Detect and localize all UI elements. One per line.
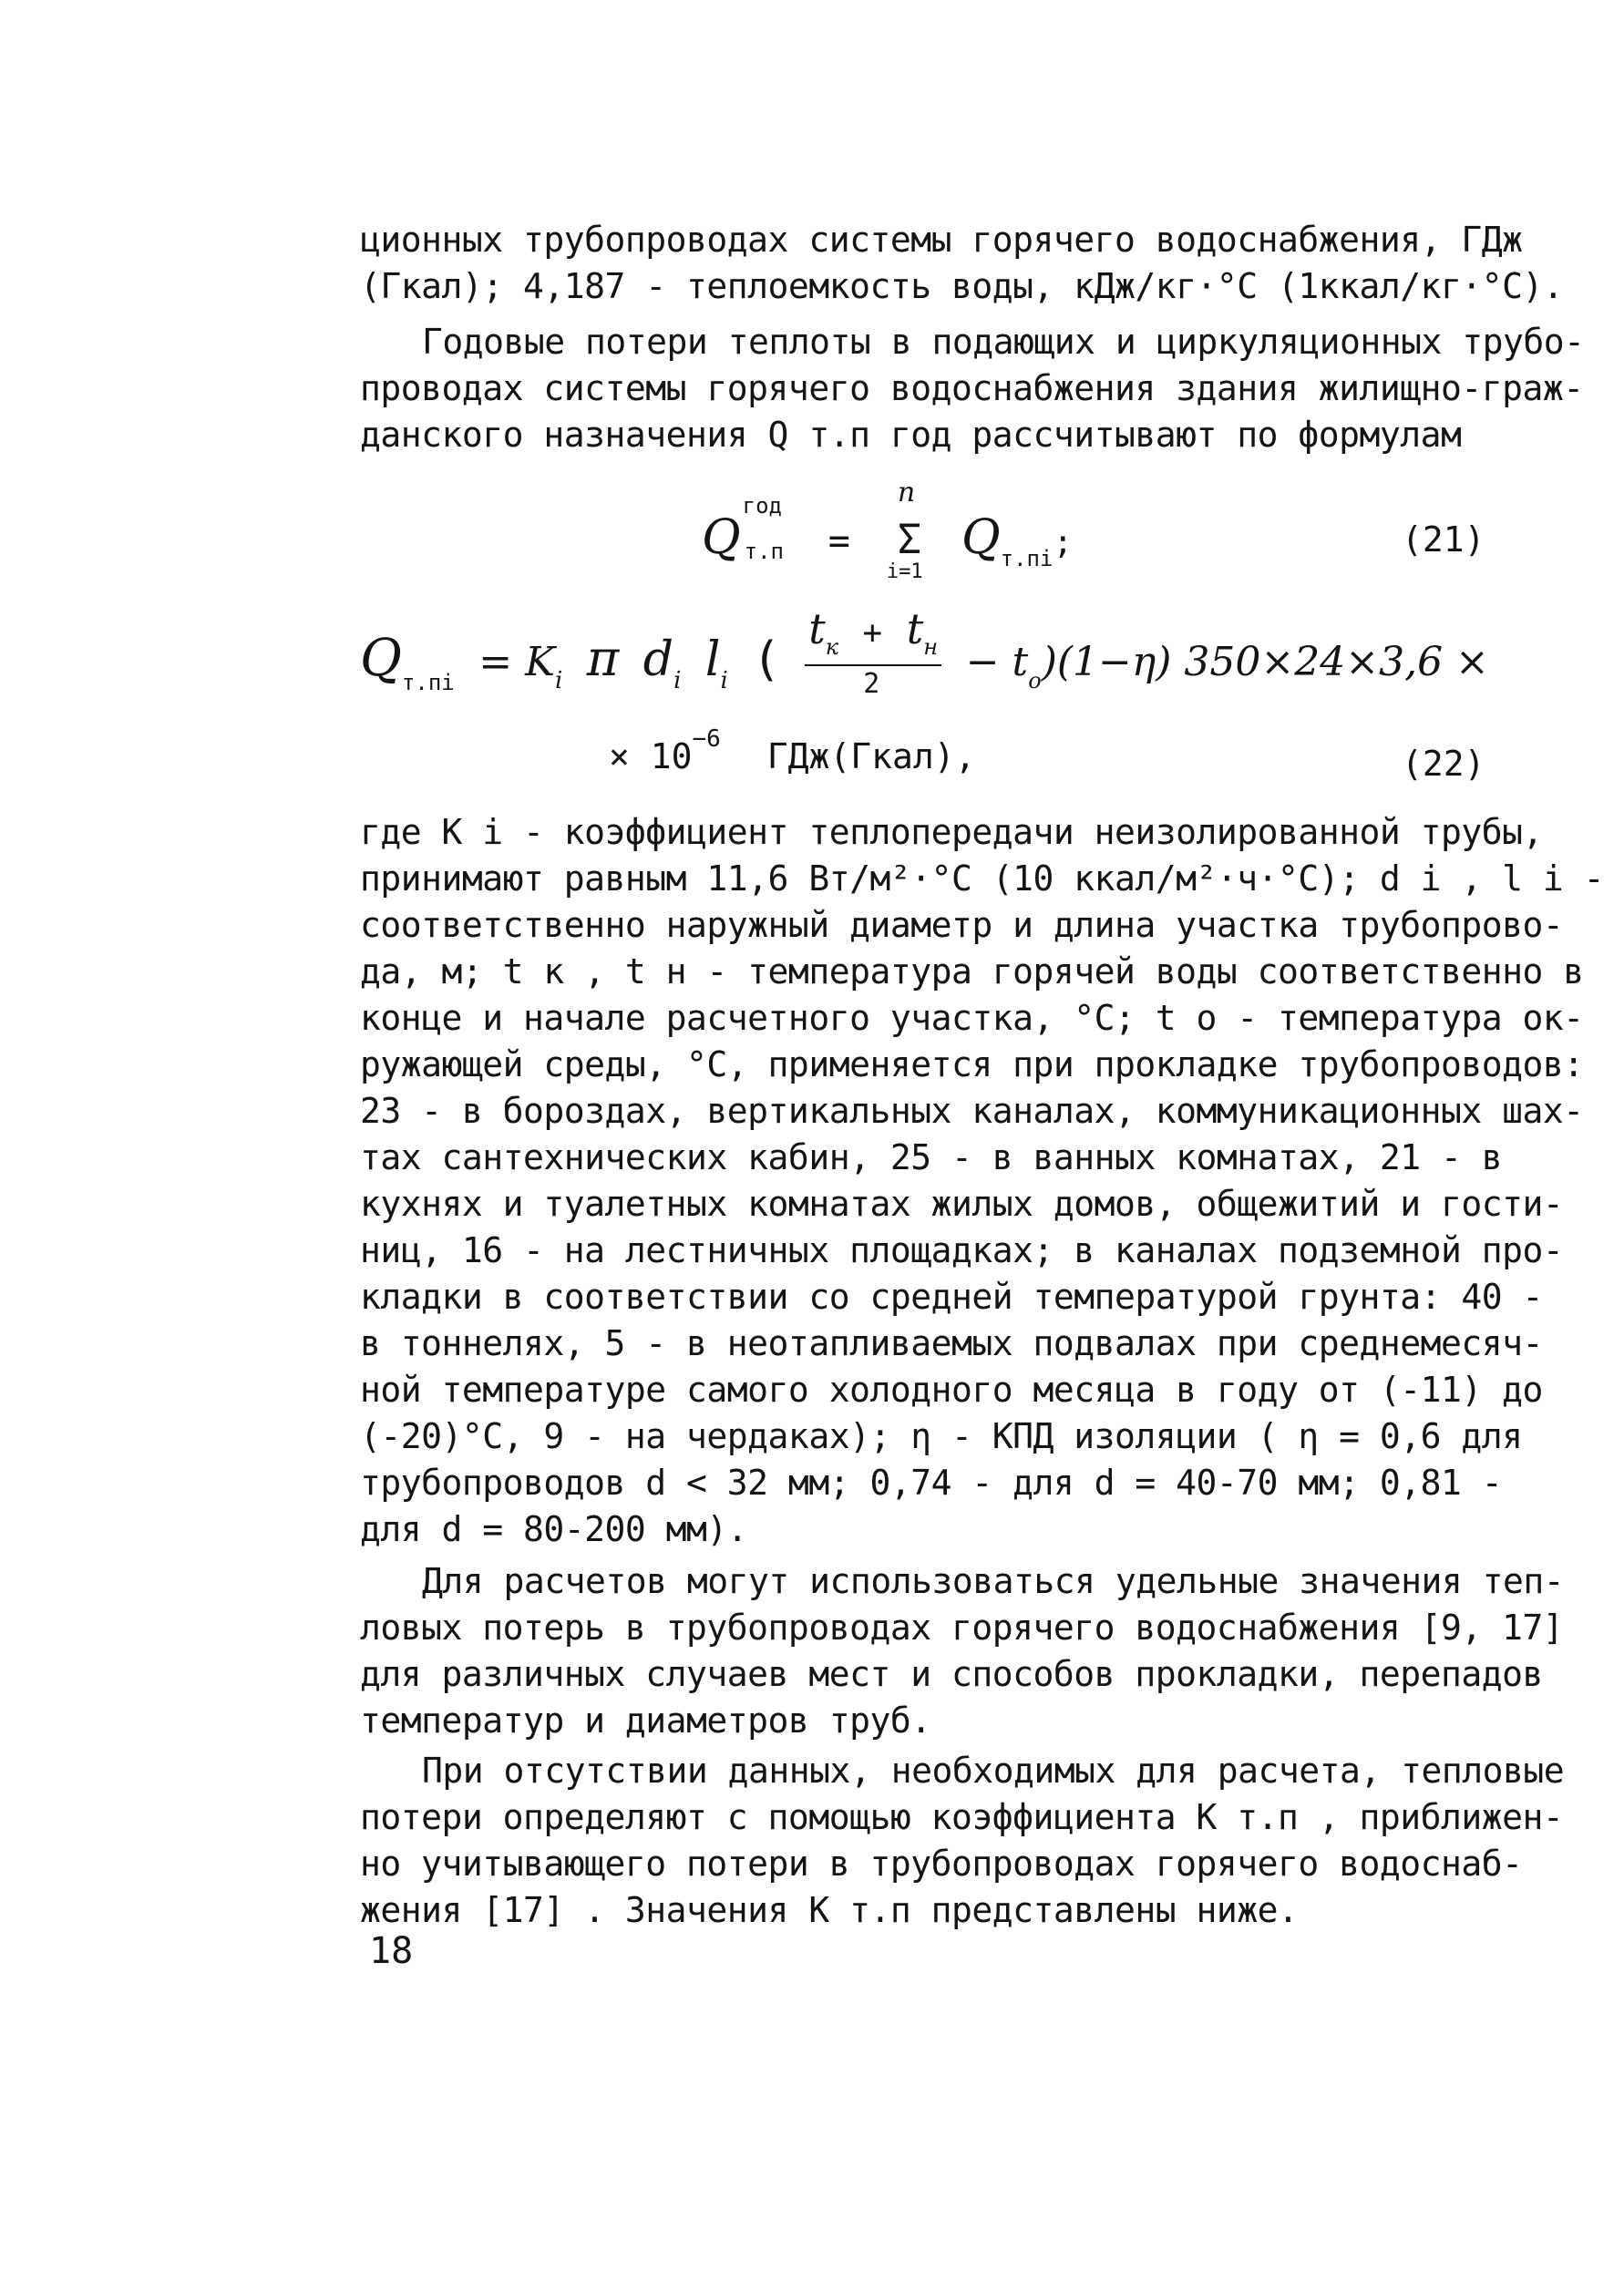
text-line: данского назначения Q т.п год рассчитывают по формулам <box>360 415 1462 455</box>
equation-number-21: (21) <box>1402 519 1485 560</box>
formula-subscript: i <box>720 667 728 694</box>
intro-text <box>360 217 1564 310</box>
formula-term: − t <box>965 639 1029 685</box>
paragraph-2 <box>360 1558 1565 1744</box>
text-line: потери определяют с помощью коэффициента K т.п , приближен- <box>360 1797 1564 1837</box>
text-line: жения [17] . Значения K т.п представлены ниже. <box>360 1890 1299 1930</box>
text-line: но учитывающего потери в трубопроводах горячего водоснаб- <box>360 1844 1523 1884</box>
formula-paren: ( <box>752 632 781 687</box>
formula-subscript: н <box>923 634 939 660</box>
formula-term: × 10 <box>609 736 693 776</box>
fraction-bar <box>805 664 941 666</box>
text-line: для d = 80-200 мм). <box>360 1509 748 1549</box>
formula-punctuation: ; <box>1053 524 1074 561</box>
text-line: трубопроводов d < 32 мм; 0,74 - для d = 40-70 мм; 0,81 - <box>360 1463 1503 1503</box>
formula-equals: = <box>827 520 850 562</box>
formula-symbol: Q <box>702 510 741 565</box>
text-line: в тоннелях, 5 - в неотапливаемых подвалах при среднемесяч- <box>360 1323 1543 1363</box>
formula-subscript: т.пi <box>401 670 455 695</box>
text-line: кладки в соответствии со средней температурой грунта: 40 - <box>360 1277 1543 1317</box>
text-line: тах сантехнических кабин, 25 - в ванных комнатах, 21 - в <box>360 1137 1503 1177</box>
formula-symbol: Q <box>360 629 402 688</box>
formula-symbol: t <box>808 604 826 653</box>
formula-symbol: t <box>906 604 924 653</box>
formula-symbol: l <box>704 632 721 687</box>
formula-subscript: к <box>825 634 839 660</box>
page-number: 18 <box>369 1930 414 1972</box>
text-line: Для расчетов могут использоваться удельные значения теп- <box>422 1561 1565 1601</box>
formula-subscript: т.пi <box>1000 546 1054 571</box>
text-line: принимают равным 11,6 Вт/м²·°С (10 ккал/м²·ч·°С); d i , l i - <box>360 858 1605 899</box>
text-line: конце и начале расчетного участка, °С; t о - температура ок- <box>360 998 1584 1038</box>
text-line: проводах системы горячего водоснабжения здания жилищно-граж- <box>360 368 1584 408</box>
formula-21 <box>702 477 1074 583</box>
text-line: ружающей среды, °С, применяется при прокладке трубопроводов: <box>360 1044 1584 1084</box>
text-line: соответственно наружный диаметр и длина участка трубопрово- <box>360 905 1564 945</box>
paragraph-1 <box>360 319 1585 458</box>
formula-denominator: 2 <box>863 668 880 700</box>
text-line: ционных трубопроводах системы горячего водоснабжения, ГДж <box>360 220 1523 260</box>
text-line: да, м; t к , t н - температура горячей воды соответственно в <box>360 951 1584 992</box>
formula-superscript: год <box>742 493 782 519</box>
text-line: (Гкал); 4,187 - теплоемкость воды, кДж/кг·°С (1ккал/кг·°С). <box>360 266 1564 306</box>
formula-symbol: d <box>642 632 674 687</box>
formula-units: ГДж(Гкал), <box>766 736 976 776</box>
text-line: где K i - коэффициент теплопередачи неизолированной трубы, <box>360 812 1543 852</box>
formula-subscript: о <box>1028 668 1042 694</box>
formula-sum-lower: i=1 <box>886 560 923 583</box>
formula-subscript: i <box>673 667 682 694</box>
text-line: кухнях и туалетных комнатах жилых домов, общежитий и гости- <box>360 1184 1564 1224</box>
equation-number-22: (22) <box>1402 744 1485 784</box>
text-line: температур и диаметров труб. <box>360 1700 931 1741</box>
formula-term: )(1−η) 350×24×3,6 × <box>1041 639 1489 685</box>
text-line: 23 - в бороздах, вертикальных каналах, коммуникационных шах- <box>360 1091 1584 1131</box>
text-line: для различных случаев мест и способов прокладки, перепадов <box>360 1654 1543 1694</box>
text-line: ниц, 16 - на лестничных площадках; в каналах подземной про- <box>360 1230 1564 1270</box>
explanation-text <box>360 809 1605 1553</box>
formula-subscript: i <box>554 667 563 694</box>
text-line: При отсутствии данных, необходимых для расчета, тепловые <box>422 1751 1565 1791</box>
sum-symbol: Σ <box>897 517 922 563</box>
text-line: Годовые потери теплоты в подающих и циркуляционных трубо- <box>422 322 1585 362</box>
text-line: (-20)°С, 9 - на чердаках); η - КПД изоляции ( η = 0,6 для <box>360 1416 1523 1456</box>
formula-symbol: Q <box>961 510 1001 565</box>
pi-symbol: π <box>586 630 620 687</box>
formula-22-line-2 <box>609 725 976 776</box>
formula-term: = K <box>478 639 555 685</box>
formula-22-line-1 <box>360 604 1489 700</box>
formula-superscript: −6 <box>692 725 721 753</box>
formula-subscript: т.п <box>744 539 784 564</box>
formula-sum-upper: n <box>897 477 916 509</box>
formula-operator: + <box>862 614 883 652</box>
text-line: ной температуре самого холодного месяца в году от (-11) до <box>360 1370 1543 1410</box>
text-line: ловых потерь в трубопроводах горячего водоснабжения [9, 17] <box>360 1608 1564 1648</box>
paragraph-3 <box>360 1748 1565 1934</box>
